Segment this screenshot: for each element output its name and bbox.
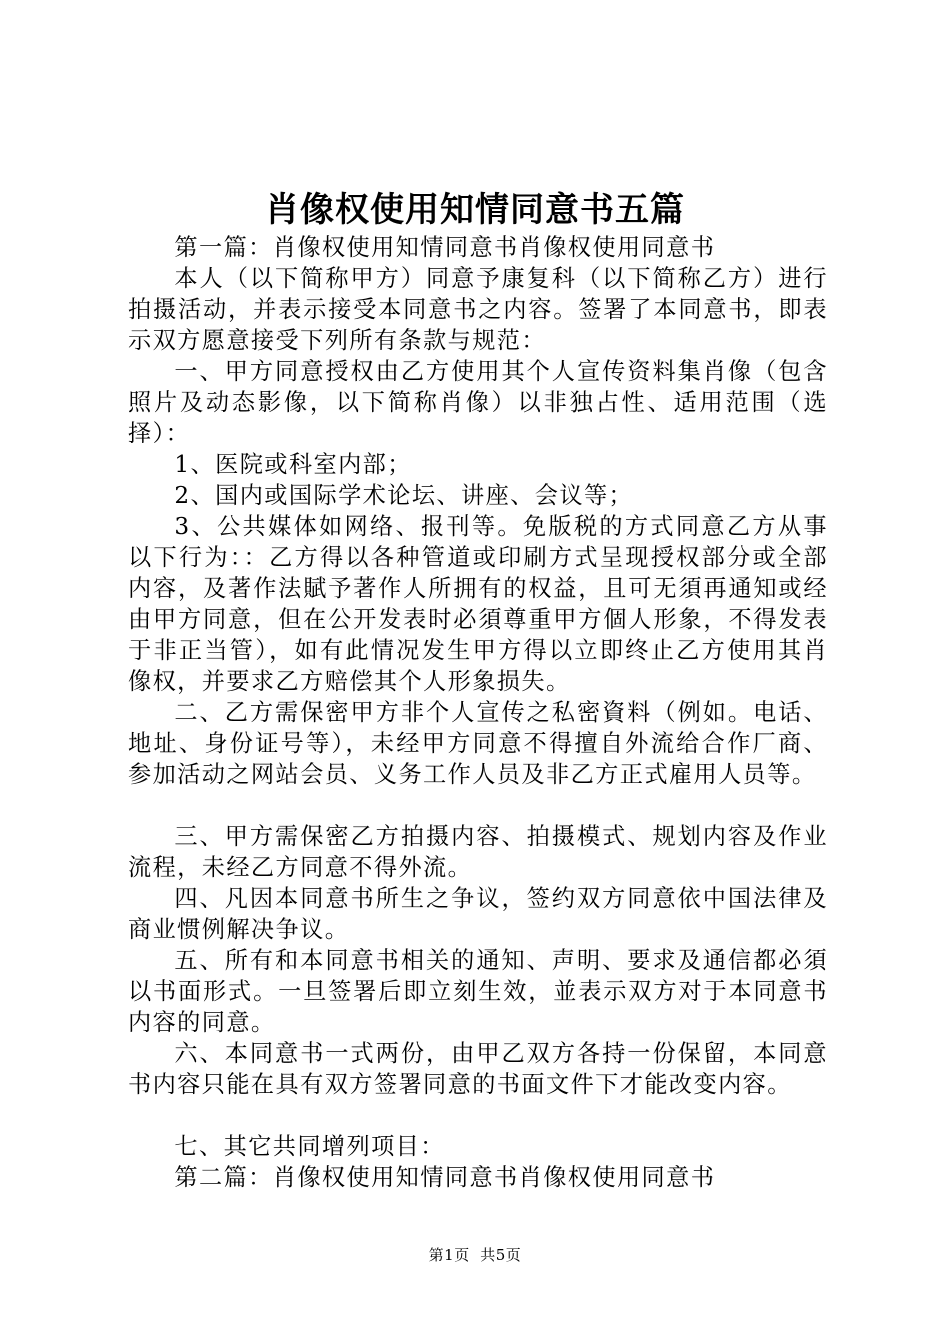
paragraph-clause-6: 六、本同意书一式两份，由甲乙双方各持一份保留，本同意书内容只能在具有双方签署同意的书面文件下才能改变内容。 <box>128 1040 828 1098</box>
paragraph-scope-1: 1、医院或科室内部； <box>174 451 412 478</box>
page-number: 第1页 <box>428 1246 470 1264</box>
paragraph-clause-7: 七、其它共同增列项目： <box>174 1133 445 1160</box>
blank-line <box>128 1100 828 1131</box>
blank-line <box>128 790 828 821</box>
paragraph-clause-5: 五、所有和本同意书相关的通知、声明、要求及通信都必須以书面形式。一旦签署后即立刻生效，並表示双方对于本同意书内容的同意。 <box>128 947 828 1036</box>
document-body <box>128 232 828 1193</box>
paragraph-scope-3: 3、公共媒体如网络、报刊等。免版税的方式同意乙方从事以下行为：：乙方得以各种管道或印刷方式呈现授权部分或全部内容，及著作法賦予著作人所拥有的权益，且可无須再通知或经由甲方同意，但在公开发表时必須尊重甲方個人形象，不得发表于非正当管），如有此情况发生甲方得以立即终止乙方使用其肖像权，并要求乙方赔偿其个人形象损失。 <box>128 513 828 695</box>
footer-separator <box>470 1246 481 1264</box>
paragraph-clause-2: 二、乙方需保密甲方非个人宣传之私密資料（例如。电话、地址、身份证号等），未经甲方同意不得擅自外流给合作厂商、参加活动之网站会员、义务工作人员及非乙方正式雇用人员等。 <box>128 699 828 788</box>
paragraph-intro: 本人（以下简称甲方）同意予康复科（以下简称乙方）进行拍摄活动，并表示接受本同意书之内容。签署了本同意书，即表示双方愿意接受下列所有条款与规范： <box>128 265 828 354</box>
paragraph-clause-1: 一、甲方同意授权由乙方使用其个人宣传资料集肖像（包含照片及动态影像，以下简称肖像）以非独占性、适用范围（选择）： <box>128 358 828 447</box>
paragraph-section-2-heading: 第二篇：肖像权使用知情同意书肖像权使用同意书 <box>174 1164 716 1191</box>
document-title: 肖像权使用知情同意书五篇 <box>265 190 685 230</box>
paragraph-clause-4: 四、凡因本同意书所生之争议，签约双方同意依中国法律及商业惯例解决争议。 <box>128 885 828 943</box>
paragraph-clause-3: 三、甲方需保密乙方拍摄内容、拍摄模式、规划内容及作业流程，未经乙方同意不得外流。 <box>128 823 828 881</box>
paragraph-scope-2: 2、国内或国际学术论坛、讲座、会议等； <box>174 482 634 509</box>
page-footer <box>0 1244 950 1266</box>
page-total: 共5页 <box>480 1246 522 1264</box>
paragraph-section-1-heading: 第一篇：肖像权使用知情同意书肖像权使用同意书 <box>174 234 716 261</box>
